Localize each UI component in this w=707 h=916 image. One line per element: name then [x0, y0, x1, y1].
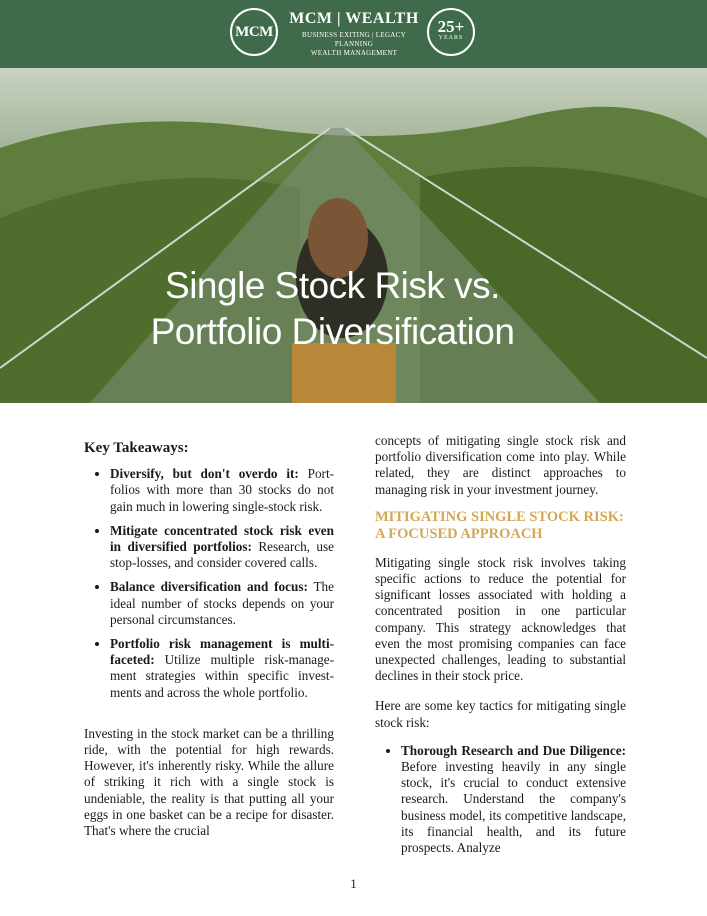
mcm-logo: MCM — [230, 8, 278, 56]
hero-title-line-2: Portfolio Diversification — [150, 311, 515, 352]
hero-title — [0, 263, 665, 355]
left-column — [84, 440, 334, 839]
section-paragraph: Mitigating single stock risk involves taking specific actions to reduce the potential for significant losses associated with holding a concentrated position in one particular company. This strategy acknowledges that even the most promising companies can face unexpected challenges, leading to substantial declines in their stock price. — [375, 554, 626, 684]
brand-block — [284, 10, 424, 58]
years-number: 25+ — [437, 17, 465, 36]
hero-title-line-1: Single Stock Risk vs. — [165, 265, 500, 306]
key-takeaways-heading: Key Takeaways: — [84, 440, 189, 456]
section-heading: MITIGATING SINGLE STOCK RISK: A FOCUSED APPROACH — [375, 508, 624, 542]
key-takeaways-list — [84, 466, 334, 701]
page-number: 1 — [350, 876, 357, 891]
brand-tagline-2: WEALTH MANAGEMENT — [310, 49, 398, 57]
years-label: YEARS — [438, 35, 464, 41]
list-item: • Balance diversification and focus: The ideal number of stocks depends on your personal circumstances. — [110, 579, 334, 628]
right-column — [375, 433, 626, 856]
list-item: • Thorough Research and Due Diligence: Before investing heavily in any single stock, it's crucial to conduct extensive research. Understand the company's business model, its competitive landscape, its financial health, and its future prospects. Analyze — [401, 743, 626, 856]
list-item: • Mitigate concentrated stock risk even in diversified portfolios: Research, use stop-losses, and consider covered calls. — [110, 523, 334, 572]
years-badge — [427, 8, 475, 56]
continued-paragraph: concepts of mitigating single stock risk and portfolio diversification come into play. While related, they are distinct approaches to managing risk in your investment journey. — [375, 433, 626, 497]
tactics-list — [375, 743, 626, 856]
hero-image — [0, 68, 707, 403]
brand-name: MCM | WEALTH — [289, 10, 419, 27]
brand-tagline-1: BUSINESS EXITING | LEGACY PLANNING — [302, 31, 406, 48]
intro-paragraph: Investing in the stock market can be a thrilling ride, with the potential for high rewards. However, it's inherently risky. While the allure of striking it rich with a single stock is undeniable, the reality is that putting all your eggs in one basket can be a recipe for disaster. That's where the crucial — [84, 725, 334, 839]
list-item: • Portfolio risk management is multi-faceted: Utilize multiple risk-manage-ment strategies within specific invest-ments and across the whole portfolio. — [110, 636, 334, 701]
header-banner — [0, 0, 707, 68]
tactics-intro: Here are some key tactics for mitigating single stock risk: — [375, 698, 626, 730]
list-item: • Diversify, but don't overdo it: Port-folios with more than 30 stocks do not gain much in lowering single-stock risk. — [110, 466, 334, 515]
